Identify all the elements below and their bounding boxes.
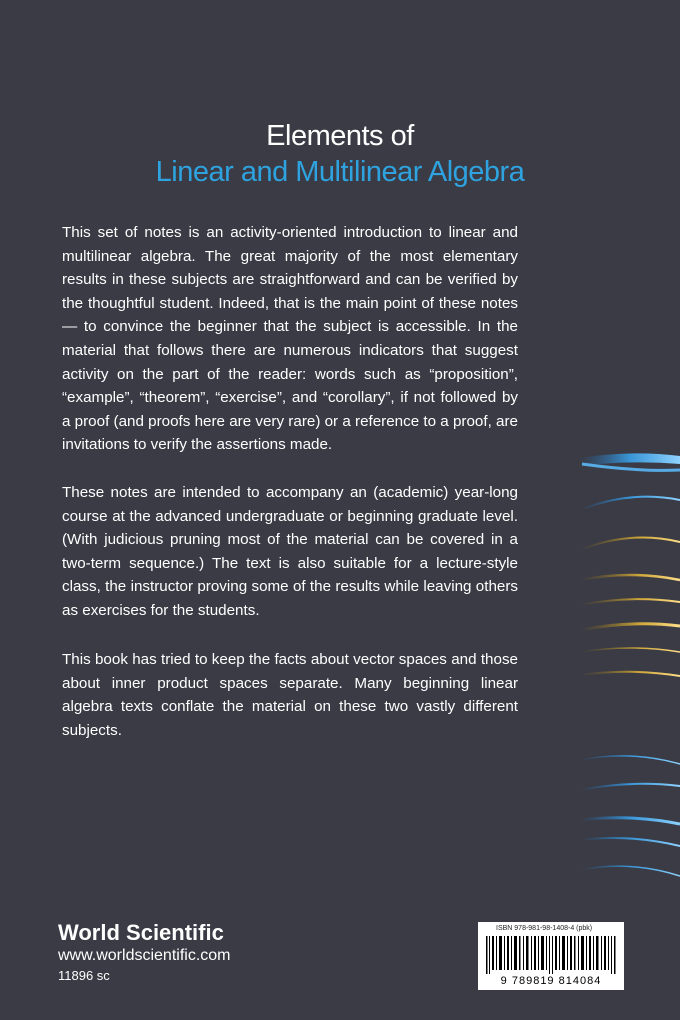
blurb-paragraph-2: These notes are intended to accompany an (academic) year-long course at the advanced undergraduate or beginning graduate level. (With judicious pruning most of the material can be covered in a two-term sequence.) The text is also suitable for a lecture-style class, the instructor proving some of the results while leaving others as exercises for the students. bbox=[62, 484, 518, 619]
isbn-barcode bbox=[478, 922, 624, 990]
title-line-1: Elements of bbox=[266, 120, 414, 152]
blurb-paragraph-1: This set of notes is an activity-oriented introduction to linear and multilinear algebra. The great majority of the most elementary results in these subjects are straightforward and can be verified by the thoughtful student. Indeed, that is the main point of these notes — to convince the beginner that the subject is accessible. In the material that follows there are numerous indicators that suggest activity on the part of the reader: words such as “proposition”, “example”, “theorem”, “exercise”, and “corollary”, if not followed by a proof (and proofs here are very rare) or a reference to a proof, are invitations to verify the assertions made. bbox=[62, 224, 518, 454]
title-line-2: Linear and Multilinear Algebra bbox=[155, 156, 525, 188]
publisher-url: www.worldscientific.com bbox=[58, 947, 231, 964]
blurb-paragraph-3: This book has tried to keep the facts about vector spaces and those about inner product spaces separate. Many beginning linear algebra texts conflate the material on these two vastly different subjects. bbox=[62, 651, 518, 739]
barcode-number: 9 789819 814084 bbox=[500, 975, 602, 987]
light-streaks-graphic bbox=[560, 430, 680, 910]
isbn-label: ISBN 978-981-98-1408-4 (pbk) bbox=[496, 925, 593, 932]
publisher-name: World Scientific bbox=[58, 920, 224, 945]
publisher-code: 11896 sc bbox=[58, 968, 110, 983]
barcode-bars bbox=[486, 936, 616, 974]
